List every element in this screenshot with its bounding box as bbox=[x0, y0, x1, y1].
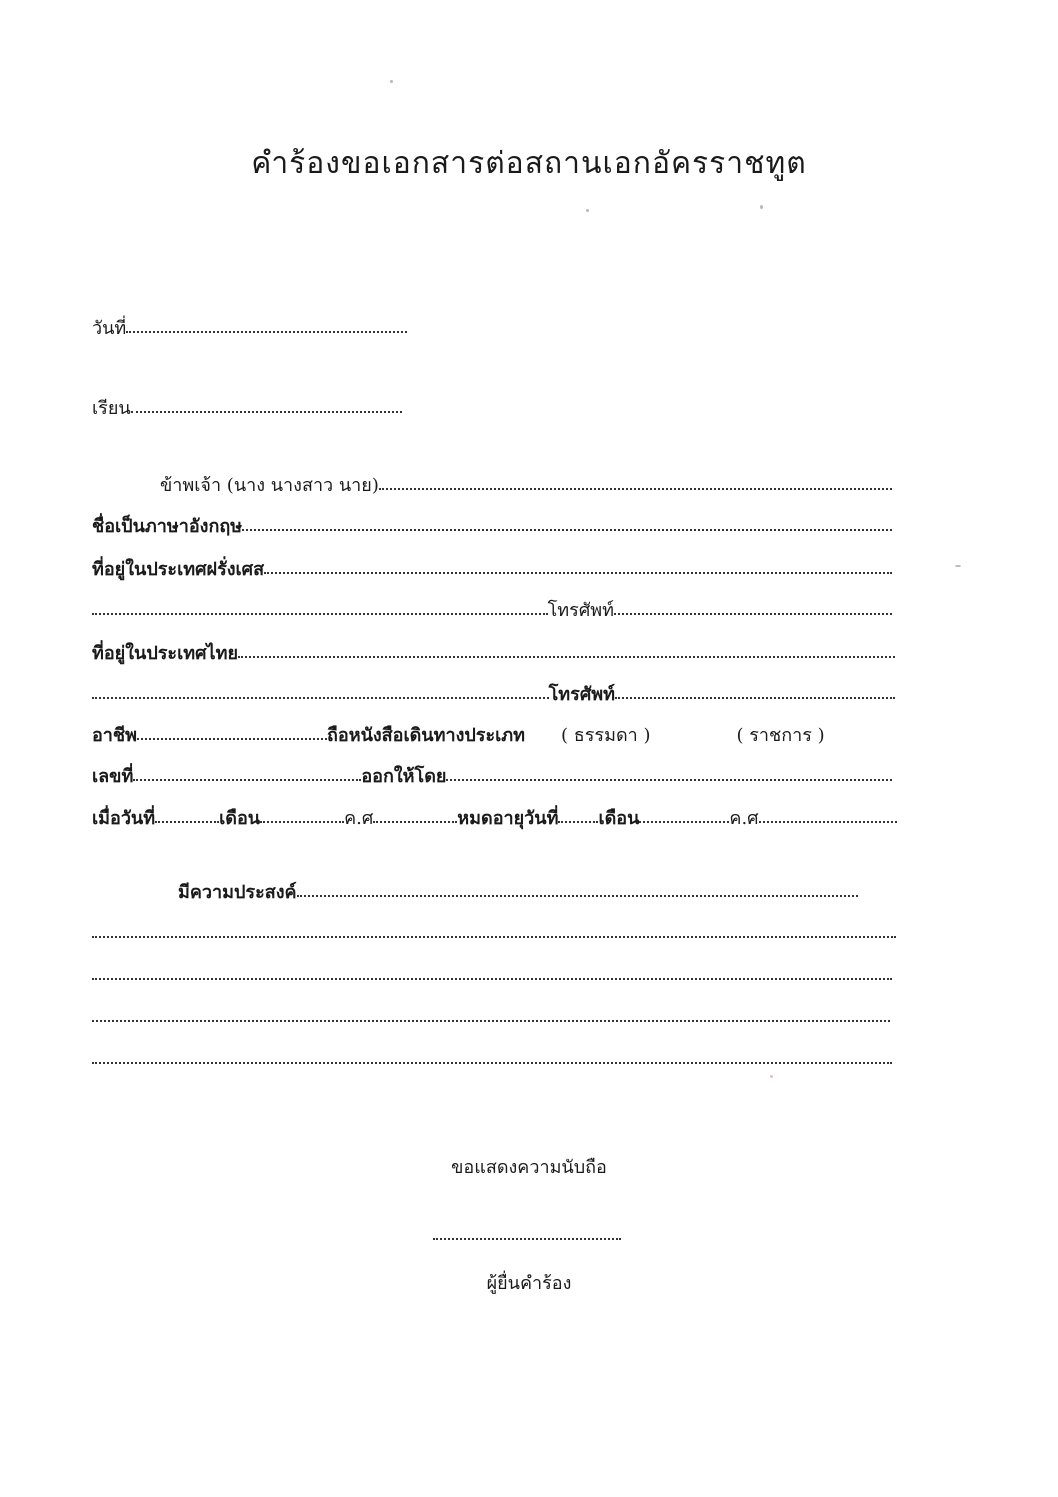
phone-label-thailand: โทรศัพท์ bbox=[548, 684, 615, 705]
purpose-label: มีความประสงค์ bbox=[178, 882, 297, 903]
applicant-row bbox=[160, 470, 892, 496]
issue-year-field[interactable] bbox=[373, 821, 457, 823]
to-label: เรียน bbox=[92, 398, 131, 419]
issued-by-field[interactable] bbox=[446, 779, 892, 781]
date-row bbox=[92, 313, 407, 339]
scan-speck bbox=[390, 80, 393, 83]
issue-month-label: เดือน bbox=[219, 808, 261, 829]
option-official[interactable]: ( ราชการ ) bbox=[736, 725, 825, 746]
to-row bbox=[92, 393, 402, 419]
english-name-label: ชื่อเป็นภาษาอังกฤษ bbox=[92, 516, 243, 537]
closing-regards: ขอแสดงความนับถือ bbox=[451, 1157, 607, 1178]
address-france-label: ที่อยู่ในประเทศฝรั่งเศส bbox=[92, 559, 265, 580]
option-ordinary[interactable]: ( ธรรมดา ) bbox=[561, 725, 651, 746]
issue-year-label: ค.ศ bbox=[344, 808, 374, 829]
purpose-field-2[interactable] bbox=[92, 936, 896, 938]
expiry-day-label: หมดอายุวันที่ bbox=[457, 808, 559, 829]
issue-day-label: เมื่อวันที่ bbox=[92, 808, 156, 829]
english-name-row bbox=[92, 511, 892, 537]
address-thailand-field[interactable] bbox=[238, 656, 895, 658]
purpose-field-5[interactable] bbox=[92, 1062, 892, 1064]
date-label: วันที่ bbox=[92, 318, 127, 339]
number-label: เลขที่ bbox=[92, 766, 134, 787]
issued-by-label: ออกให้โดย bbox=[361, 766, 447, 787]
phone-thailand-field[interactable] bbox=[615, 697, 895, 699]
applicant-signature-label: ผู้ยื่นคำร้อง bbox=[486, 1273, 572, 1294]
occupation-row bbox=[92, 720, 902, 746]
date-field[interactable] bbox=[126, 331, 407, 333]
purpose-row bbox=[178, 877, 858, 903]
purpose-line-4 bbox=[92, 1002, 890, 1028]
purpose-field-4[interactable] bbox=[92, 1020, 890, 1022]
expiry-year-field[interactable] bbox=[759, 821, 897, 823]
passport-number-row bbox=[92, 761, 892, 787]
purpose-line-5 bbox=[92, 1044, 892, 1070]
occupation-label: อาชีพ bbox=[92, 725, 137, 746]
expiry-year-label: ค.ศ bbox=[729, 808, 759, 829]
address-thailand-label: ที่อยู่ในประเทศไทย bbox=[92, 643, 238, 664]
form-title: คำร้องขอเอกสารต่อสถานเอกอัครราชทูต bbox=[251, 146, 807, 181]
issue-expiry-row bbox=[92, 803, 897, 829]
expiry-month-label: เดือน bbox=[598, 808, 640, 829]
issue-day-field[interactable] bbox=[155, 821, 219, 823]
address-france-phone-row bbox=[92, 595, 892, 621]
to-field[interactable] bbox=[131, 411, 402, 413]
applicant-name-field[interactable] bbox=[379, 488, 892, 490]
signature-field[interactable] bbox=[433, 1238, 621, 1240]
scan-speck bbox=[770, 1075, 773, 1078]
issue-month-field[interactable] bbox=[260, 821, 344, 823]
address-france-row bbox=[92, 554, 892, 580]
passport-type-label: ถือหนังสือเดินทางประเภท bbox=[327, 725, 526, 746]
english-name-field[interactable] bbox=[242, 529, 892, 531]
scan-speck bbox=[760, 205, 763, 209]
scan-speck bbox=[586, 209, 589, 212]
scan-speck bbox=[955, 565, 961, 567]
address-thailand-field-2[interactable] bbox=[92, 697, 549, 699]
occupation-field[interactable] bbox=[137, 738, 327, 740]
purpose-line-2 bbox=[92, 918, 896, 944]
purpose-field[interactable] bbox=[297, 895, 858, 897]
address-thailand-row bbox=[92, 638, 895, 664]
expiry-month-field[interactable] bbox=[639, 821, 729, 823]
passport-number-field[interactable] bbox=[133, 779, 361, 781]
expiry-day-field[interactable] bbox=[558, 821, 598, 823]
purpose-line-3 bbox=[92, 960, 892, 986]
phone-label-france: โทรศัพท์ bbox=[547, 600, 614, 621]
phone-france-field[interactable] bbox=[614, 613, 892, 615]
address-france-field-2[interactable] bbox=[92, 613, 548, 615]
purpose-field-3[interactable] bbox=[92, 978, 892, 980]
address-france-field[interactable] bbox=[264, 572, 892, 574]
address-thailand-phone-row bbox=[92, 679, 895, 705]
applicant-label: ข้าพเจ้า (นาง นางสาว นาย) bbox=[160, 475, 379, 496]
